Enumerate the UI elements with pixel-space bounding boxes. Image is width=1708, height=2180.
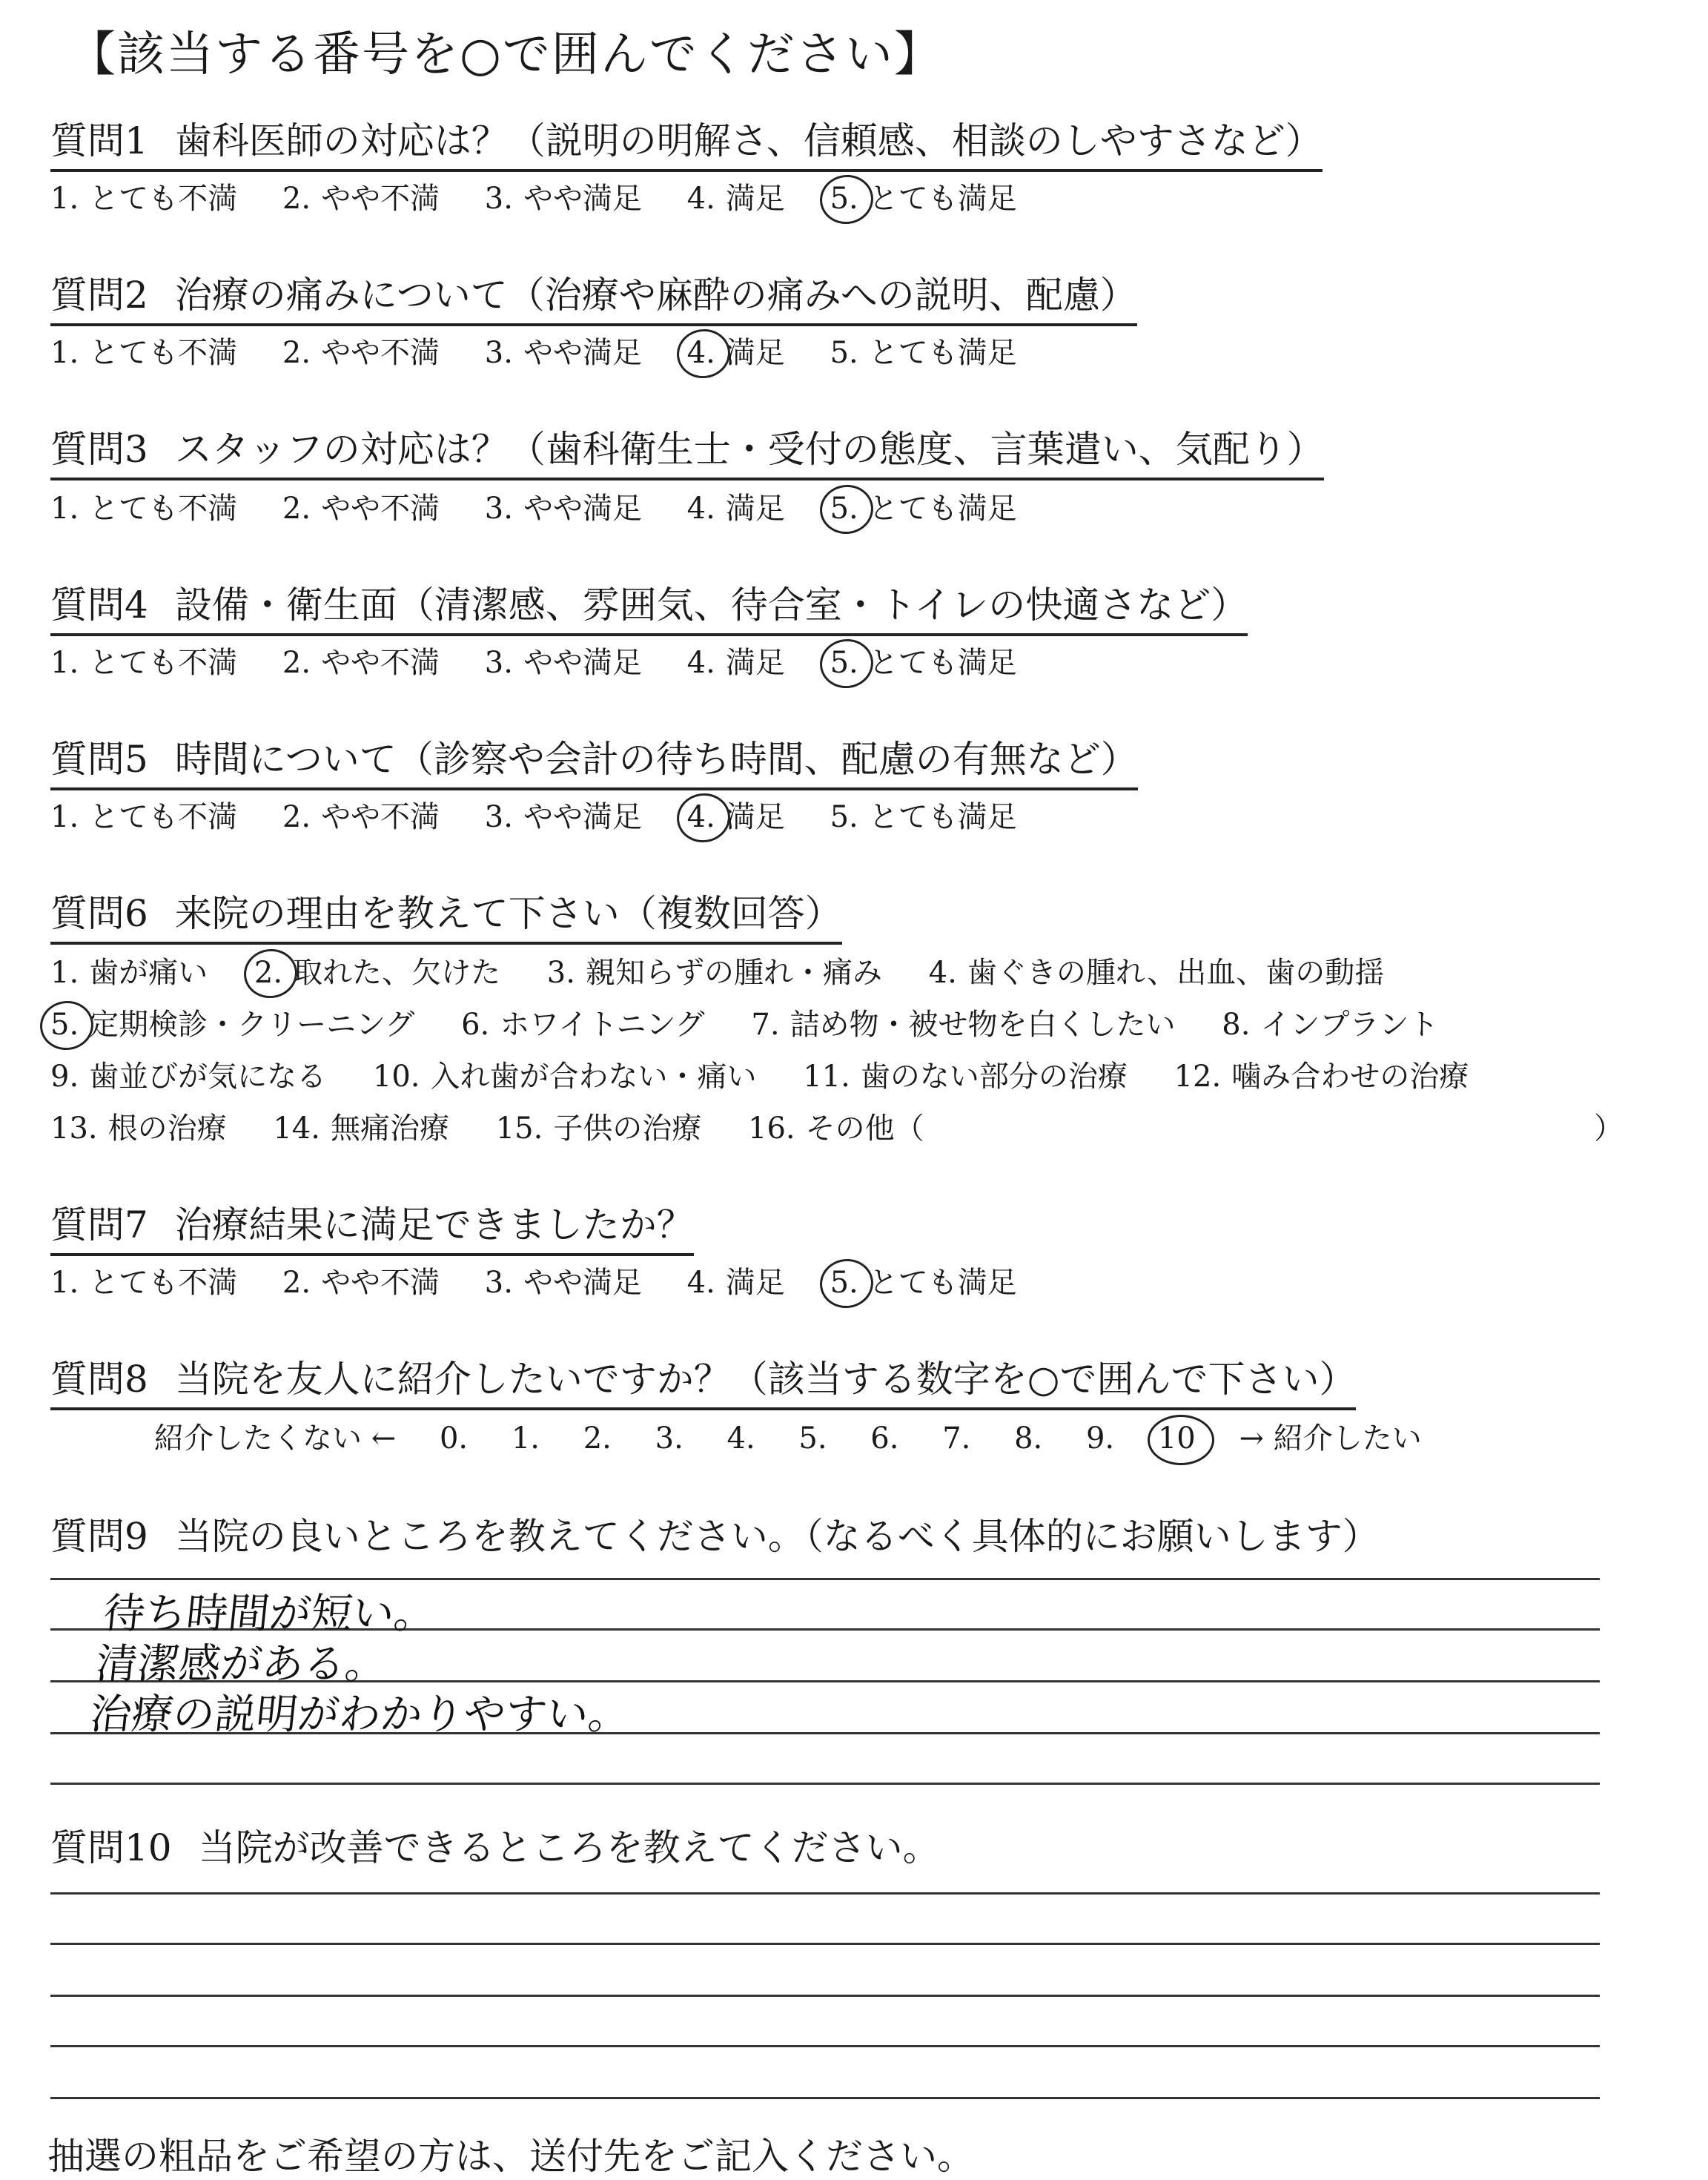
option-3[interactable]: 3. やや満足 xyxy=(484,1266,642,1300)
option-3[interactable]: 3. やや満足 xyxy=(484,182,642,216)
question-number: 質問7 xyxy=(50,1203,148,1246)
question-8-title xyxy=(50,1357,1356,1410)
answer-line xyxy=(50,1578,1600,1580)
option-3[interactable]: 3. やや満足 xyxy=(484,800,642,834)
question-number: 質問2 xyxy=(50,274,148,317)
scale-value[interactable]: 3. xyxy=(655,1421,683,1456)
question-1-title xyxy=(50,119,1323,172)
reason-option[interactable]: 11. 歯のない部分の治療 xyxy=(803,1060,1128,1094)
question-5-title xyxy=(50,737,1138,790)
question-6-row-4 xyxy=(50,1109,961,1148)
reason-option-circled[interactable]: 2. 取れた、欠けた xyxy=(254,956,501,990)
option-5-circled[interactable]: 5. とても満足 xyxy=(830,182,1017,216)
reason-option[interactable]: 6. ホワイトニング xyxy=(461,1008,705,1042)
reason-option-circled[interactable]: 5. 定期検診・クリーニング xyxy=(50,1008,415,1042)
question-7-title xyxy=(50,1203,694,1256)
question-number: 質問6 xyxy=(50,892,148,935)
question-number: 質問5 xyxy=(50,738,148,781)
recommend-scale xyxy=(154,1419,1456,1458)
option-1[interactable]: 1. とても不満 xyxy=(50,182,238,216)
question-text: 当院の良いところを教えてください。（なるべく具体的にお願いします） xyxy=(174,1515,1380,1558)
answer-line xyxy=(50,2097,1600,2099)
option-4[interactable]: 4. 満足 xyxy=(686,1266,785,1300)
question-text: 歯科医師の対応は？（説明の明解さ、信頼感、相談のしやすさなど） xyxy=(174,119,1323,162)
scale-value[interactable]: 7. xyxy=(942,1421,971,1456)
reason-option[interactable]: 16. その他（ xyxy=(748,1112,924,1146)
option-5-circled[interactable]: 5. とても満足 xyxy=(830,1266,1017,1300)
reason-option[interactable]: 9. 歯並びが気になる xyxy=(50,1060,327,1094)
scale-value[interactable]: 9. xyxy=(1085,1421,1115,1456)
question-6-row-1 xyxy=(50,954,1421,992)
answer-line xyxy=(50,1943,1600,1945)
question-number: 質問3 xyxy=(50,428,148,471)
option-2[interactable]: 2. やや不満 xyxy=(282,646,440,680)
option-5[interactable]: 5. とても満足 xyxy=(830,800,1017,834)
handwritten-answer-2: 清潔感がある。 xyxy=(93,1640,389,1688)
option-1[interactable]: 1. とても不満 xyxy=(50,1266,238,1300)
question-number: 質問1 xyxy=(50,119,148,162)
question-5-options xyxy=(50,798,1053,836)
other-close-paren: ） xyxy=(1594,1112,1623,1146)
option-2[interactable]: 2. やや不満 xyxy=(282,336,440,370)
question-6-row-2 xyxy=(50,1005,1475,1044)
handwritten-answer-1: 待ち時間が短い。 xyxy=(101,1590,438,1638)
reason-option[interactable]: 8. インプラント xyxy=(1222,1008,1439,1042)
reason-option[interactable]: 12. 噛み合わせの治療 xyxy=(1174,1060,1469,1094)
question-number: 質問9 xyxy=(50,1515,148,1558)
reason-option[interactable]: 7. 詰め物・被せ物を白くしたい xyxy=(751,1008,1176,1042)
question-9-title xyxy=(50,1514,1380,1565)
option-2[interactable]: 2. やや不満 xyxy=(282,492,440,526)
question-2-title xyxy=(50,273,1137,326)
option-4-circled[interactable]: 4. 満足 xyxy=(686,800,785,834)
question-text: 当院が改善できるところを教えてください。 xyxy=(198,1826,940,1869)
question-number: 質問4 xyxy=(50,584,148,627)
option-1[interactable]: 1. とても不満 xyxy=(50,800,238,834)
question-text: スタッフの対応は？（歯科衛生士・受付の態度、言葉遣い、気配り） xyxy=(174,428,1324,471)
handwritten-answer-3: 治療の説明がわかりやすい。 xyxy=(87,1691,632,1739)
answer-line xyxy=(50,2045,1600,2047)
question-6-title xyxy=(50,891,842,945)
scale-value[interactable]: 1. xyxy=(511,1421,540,1456)
question-7-options xyxy=(50,1264,1053,1302)
option-2[interactable]: 2. やや不満 xyxy=(282,182,440,216)
option-2[interactable]: 2. やや不満 xyxy=(282,1266,440,1300)
answer-line xyxy=(50,1995,1600,1997)
option-4[interactable]: 4. 満足 xyxy=(686,646,785,680)
question-number: 質問10 xyxy=(50,1826,172,1869)
question-3-options xyxy=(50,489,1053,528)
reason-option[interactable]: 13. 根の治療 xyxy=(50,1112,227,1146)
reason-option[interactable]: 10. 入れ歯が合わない・痛い xyxy=(372,1060,757,1094)
scale-value[interactable]: 5. xyxy=(798,1421,827,1456)
question-text: 時間について（診察や会計の待ち時間、配慮の有無など） xyxy=(174,738,1138,781)
question-3-title xyxy=(50,427,1324,480)
question-text: 設備・衛生面（清潔感、雰囲気、待合室・トイレの快適さなど） xyxy=(174,584,1248,627)
answer-line xyxy=(50,1892,1600,1895)
option-2[interactable]: 2. やや不満 xyxy=(282,800,440,834)
question-2-options xyxy=(50,334,1053,372)
question-text: 治療結果に満足できましたか？ xyxy=(174,1203,694,1246)
question-4-title xyxy=(50,583,1248,636)
option-1[interactable]: 1. とても不満 xyxy=(50,492,238,526)
scale-value[interactable]: 6. xyxy=(870,1421,899,1456)
question-text: 来院の理由を教えて下さい（複数回答） xyxy=(174,892,842,935)
option-5-circled[interactable]: 5. とても満足 xyxy=(830,492,1017,526)
option-1[interactable]: 1. とても不満 xyxy=(50,336,238,370)
answer-line xyxy=(50,1783,1600,1785)
option-3[interactable]: 3. やや満足 xyxy=(484,336,642,370)
page-title: 【該当する番号を○で囲んでください】 xyxy=(68,27,943,82)
scale-right-label: → 紹介したい xyxy=(1239,1421,1422,1456)
reason-option[interactable]: 3. 親知らずの腫れ・痛み xyxy=(546,956,882,990)
reason-option[interactable]: 4. 歯ぐきの腫れ、出血、歯の動揺 xyxy=(928,956,1385,990)
option-4[interactable]: 4. 満足 xyxy=(686,492,785,526)
question-6-row-3 xyxy=(50,1057,1506,1096)
question-10-title xyxy=(50,1826,940,1876)
option-3[interactable]: 3. やや満足 xyxy=(484,492,642,526)
scale-value[interactable]: 2. xyxy=(583,1421,612,1456)
option-5[interactable]: 5. とても満足 xyxy=(830,336,1017,370)
footer-note: 抽選の粗品をご希望の方は、送付先をご記入ください。 xyxy=(47,2135,974,2178)
question-text: 治療の痛みについて（治療や麻酔の痛みへの説明、配慮） xyxy=(174,274,1137,317)
question-number: 質問8 xyxy=(50,1358,148,1401)
question-text: 当院を友人に紹介したいですか？（該当する数字を○で囲んで下さい） xyxy=(174,1358,1357,1401)
option-4-circled[interactable]: 4. 満足 xyxy=(686,336,785,370)
reason-option[interactable]: 14. 無痛治療 xyxy=(273,1112,449,1146)
reason-option[interactable]: 15. 子供の治療 xyxy=(495,1112,702,1146)
option-1[interactable]: 1. とても不満 xyxy=(50,646,238,680)
reason-option[interactable]: 1. 歯が痛い xyxy=(50,956,208,990)
scale-value[interactable]: 4. xyxy=(726,1421,755,1456)
scale-value-circled[interactable]: 10 xyxy=(1158,1419,1196,1458)
question-1-options xyxy=(50,179,1053,218)
scale-value[interactable]: 0. xyxy=(439,1421,469,1456)
option-5-circled[interactable]: 5. とても満足 xyxy=(830,646,1017,680)
question-4-options xyxy=(50,644,1053,682)
scale-left-label: 紹介したくない ← xyxy=(154,1421,397,1456)
option-4[interactable]: 4. 満足 xyxy=(686,182,785,216)
option-3[interactable]: 3. やや満足 xyxy=(484,646,642,680)
scale-value[interactable]: 8. xyxy=(1014,1421,1043,1456)
